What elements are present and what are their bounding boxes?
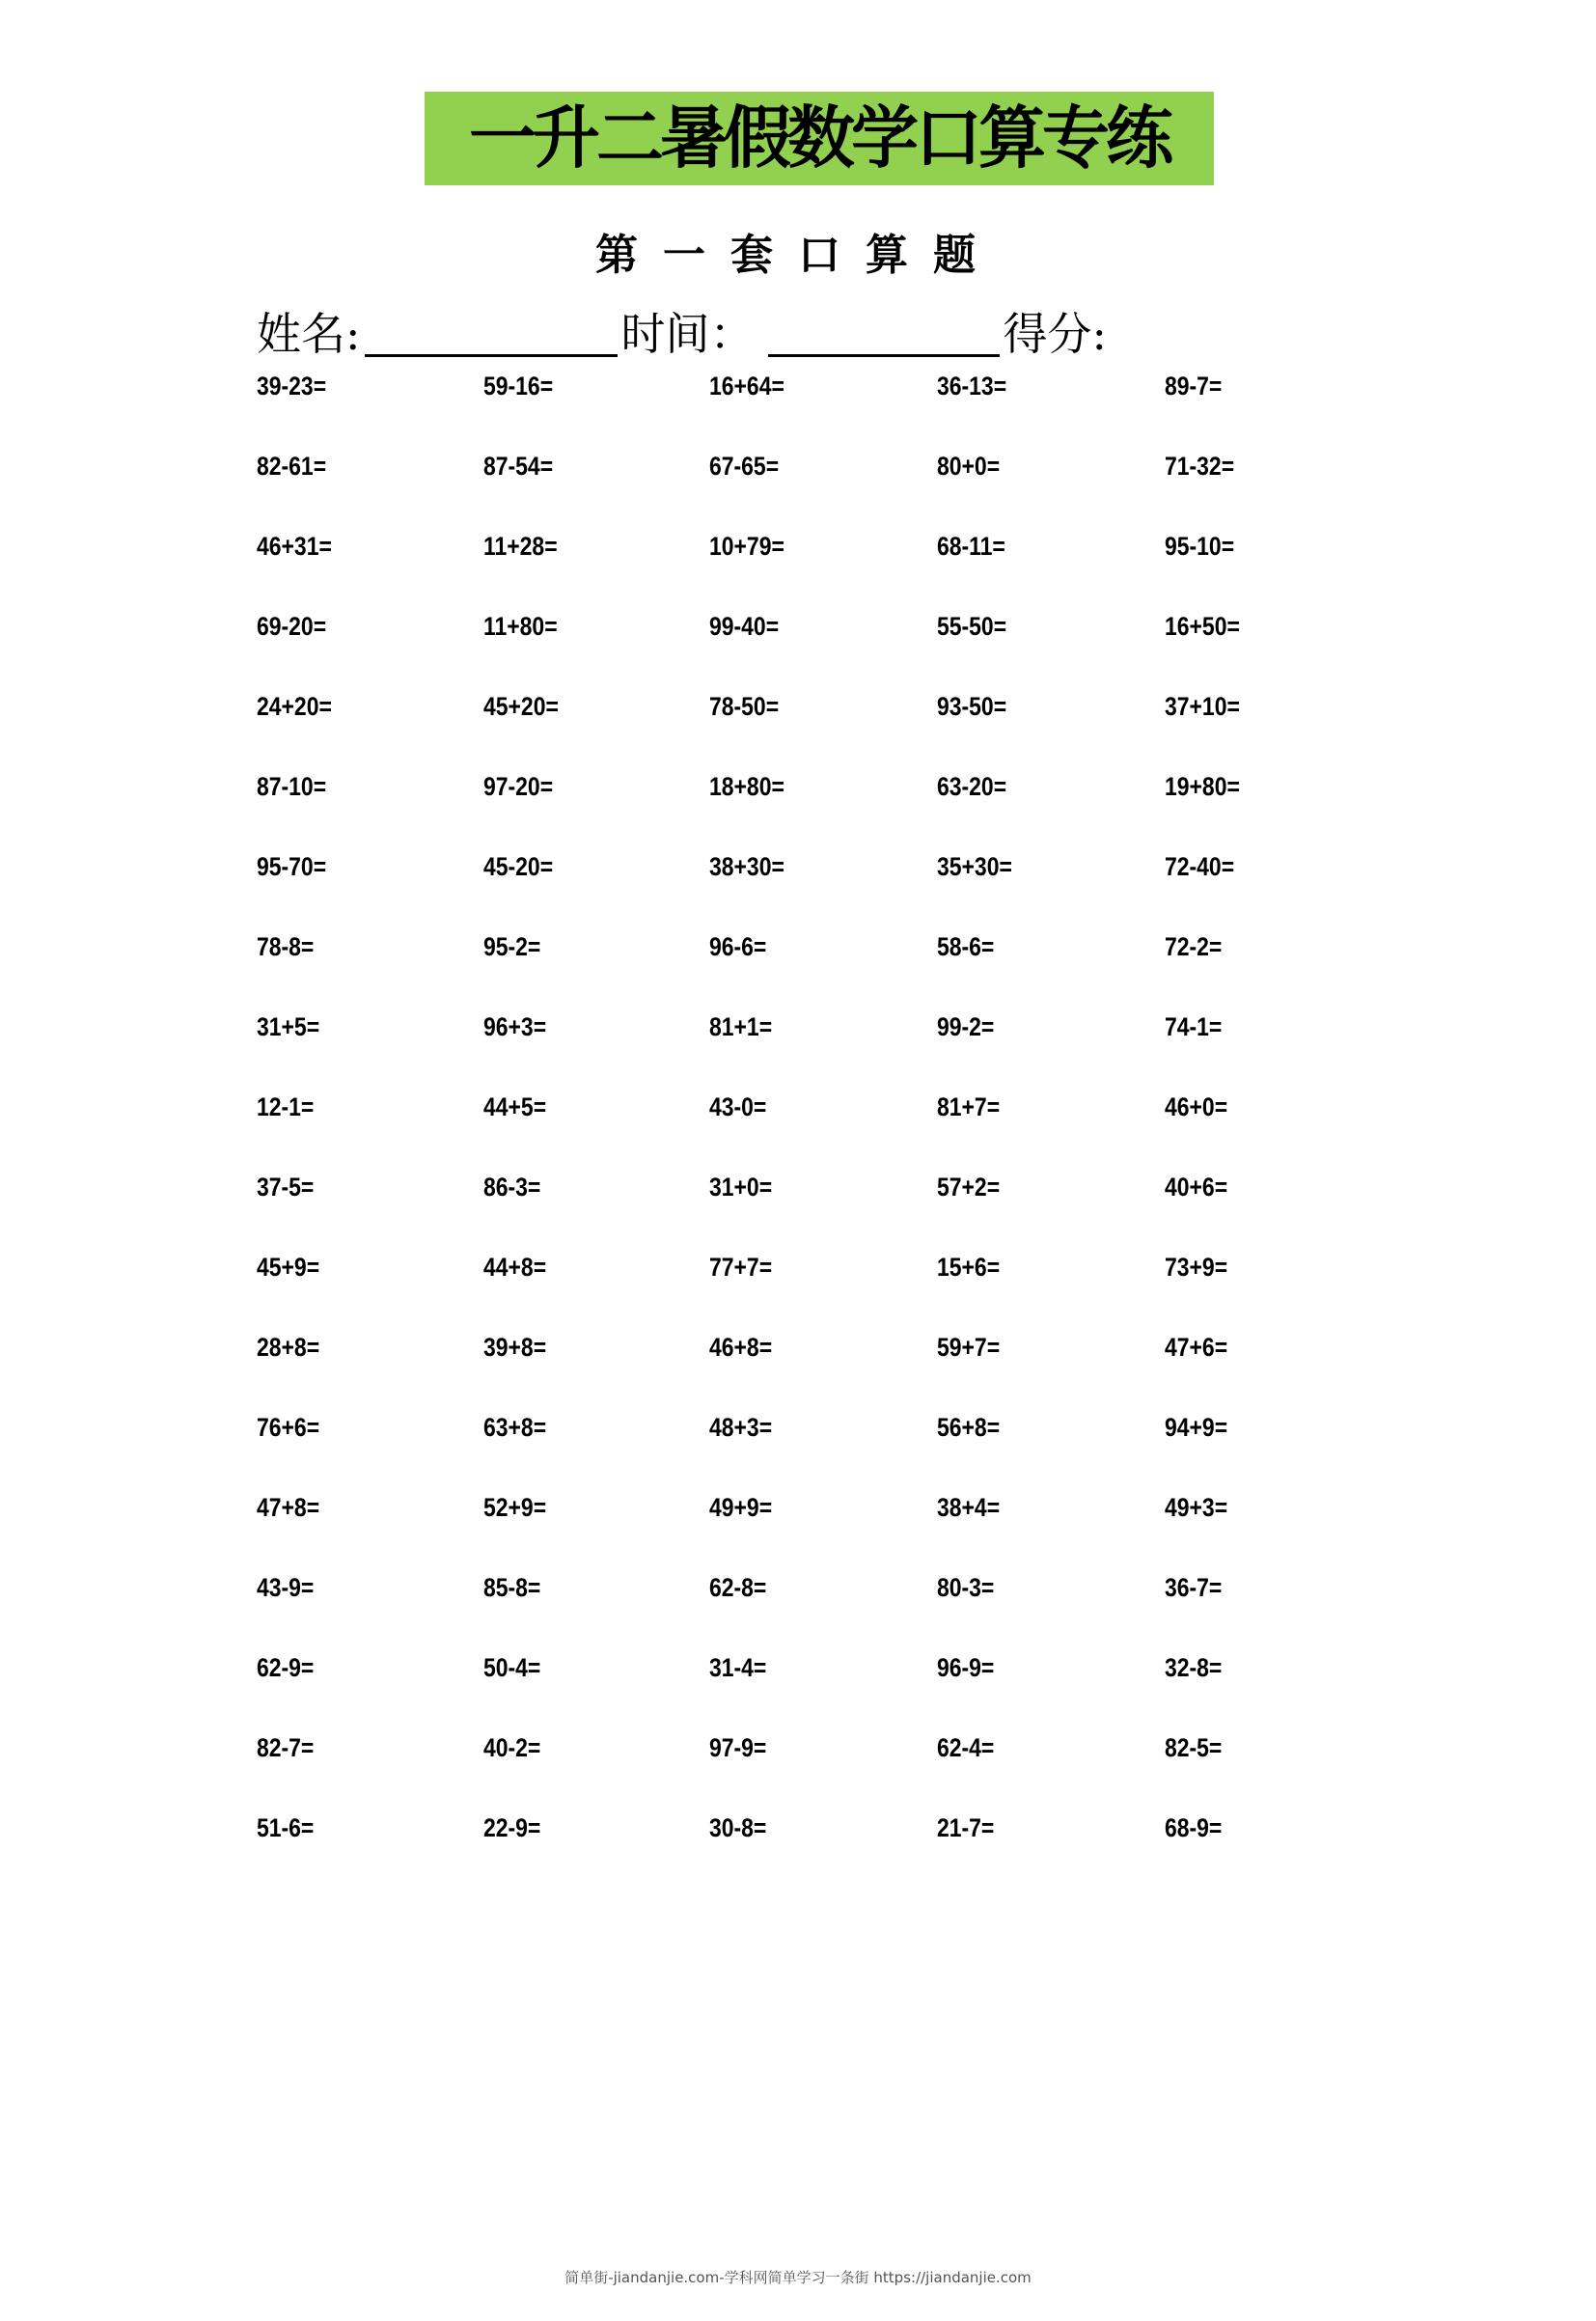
math-problem: 37-5= — [257, 1173, 315, 1202]
math-problem: 44+5= — [483, 1092, 547, 1121]
problem-row — [257, 532, 1318, 612]
math-problem: 39+8= — [483, 1333, 547, 1362]
math-problem: 37+10= — [1165, 692, 1240, 721]
math-problem: 18+80= — [709, 772, 784, 801]
problem-row — [257, 1253, 1318, 1333]
math-problem: 89-7= — [1165, 372, 1223, 401]
math-problem: 30-8= — [709, 1813, 767, 1842]
problem-row — [257, 1573, 1318, 1653]
math-problem: 11+28= — [483, 532, 558, 561]
time-blank[interactable] — [768, 306, 1000, 357]
math-problem: 36-13= — [937, 372, 1007, 401]
math-problem: 71-32= — [1165, 452, 1235, 481]
math-problem: 48+3= — [709, 1413, 773, 1442]
math-problem: 62-8= — [709, 1573, 767, 1602]
math-problem: 19+80= — [1165, 772, 1240, 801]
math-problem: 63+8= — [483, 1413, 547, 1442]
math-problem: 82-5= — [1165, 1733, 1223, 1762]
math-problem: 16+64= — [709, 372, 784, 401]
math-problem: 52+9= — [483, 1493, 547, 1522]
math-problem: 31+5= — [257, 1012, 320, 1041]
math-problem: 72-2= — [1165, 932, 1223, 961]
math-problem: 10+79= — [709, 532, 784, 561]
math-problem: 76+6= — [257, 1413, 320, 1442]
problem-row — [257, 372, 1318, 452]
math-problem: 68-9= — [1165, 1813, 1223, 1842]
math-problem: 78-50= — [709, 692, 780, 721]
math-problem: 56+8= — [937, 1413, 1001, 1442]
problem-row — [257, 1092, 1318, 1173]
problem-row — [257, 692, 1318, 772]
math-problem: 45+20= — [483, 692, 559, 721]
math-problem: 16+50= — [1165, 612, 1240, 641]
math-problem: 22-9= — [483, 1813, 541, 1842]
math-problem: 97-20= — [483, 772, 554, 801]
math-problem: 82-61= — [257, 452, 327, 481]
math-problem: 87-54= — [483, 452, 554, 481]
math-problem: 46+31= — [257, 532, 332, 561]
problem-row — [257, 1493, 1318, 1573]
math-problem: 59-16= — [483, 372, 554, 401]
math-problem: 72-40= — [1165, 852, 1235, 881]
math-problem: 68-11= — [937, 532, 1005, 561]
math-problem: 58-6= — [937, 932, 995, 961]
math-problem: 38+30= — [709, 852, 784, 881]
math-problem: 67-65= — [709, 452, 780, 481]
math-problem: 87-10= — [257, 772, 327, 801]
math-problem: 12-1= — [257, 1092, 315, 1121]
math-problem: 40-2= — [483, 1733, 541, 1762]
problem-row — [257, 1733, 1318, 1813]
problem-row — [257, 1813, 1318, 1893]
math-problem: 80+0= — [937, 452, 1001, 481]
score-label: 得分: — [1003, 308, 1107, 360]
math-problem: 78-8= — [257, 932, 315, 961]
math-problem: 96-6= — [709, 932, 767, 961]
math-problem: 94+9= — [1165, 1413, 1228, 1442]
math-problem: 59+7= — [937, 1333, 1001, 1362]
math-problem: 31-4= — [709, 1653, 767, 1682]
math-problem: 77+7= — [709, 1253, 773, 1282]
math-problem: 73+9= — [1165, 1253, 1228, 1282]
math-problem: 28+8= — [257, 1333, 320, 1362]
math-problem: 74-1= — [1165, 1012, 1223, 1041]
math-problem: 96+3= — [483, 1012, 547, 1041]
math-problem: 86-3= — [483, 1173, 541, 1202]
problem-row — [257, 612, 1318, 692]
math-problem: 24+20= — [257, 692, 332, 721]
worksheet-subtitle: 第一套口算题 — [595, 231, 1001, 280]
math-problem: 95-70= — [257, 852, 327, 881]
math-problem: 93-50= — [937, 692, 1007, 721]
math-problem: 11+80= — [483, 612, 558, 641]
math-problem: 99-2= — [937, 1012, 995, 1041]
math-problem: 63-20= — [937, 772, 1007, 801]
math-problem: 32-8= — [1165, 1653, 1223, 1682]
math-problem: 38+4= — [937, 1493, 1001, 1522]
student-info-line — [257, 299, 1107, 363]
problem-row — [257, 772, 1318, 852]
name-blank[interactable] — [365, 306, 618, 357]
math-problem: 44+8= — [483, 1253, 547, 1282]
math-problem: 99-40= — [709, 612, 780, 641]
worksheet-title: 一升二暑假数学口算专练 — [425, 92, 1214, 185]
problem-row — [257, 852, 1318, 932]
math-problem: 62-9= — [257, 1653, 315, 1682]
problem-row — [257, 932, 1318, 1012]
math-problem: 97-9= — [709, 1733, 767, 1762]
math-problem: 69-20= — [257, 612, 327, 641]
math-problem: 39-23= — [257, 372, 327, 401]
math-problem: 49+9= — [709, 1493, 773, 1522]
problem-row — [257, 1333, 1318, 1413]
math-problem: 36-7= — [1165, 1573, 1223, 1602]
problem-row — [257, 452, 1318, 532]
math-problem: 95-2= — [483, 932, 541, 961]
math-problem: 35+30= — [937, 852, 1012, 881]
problem-row — [257, 1173, 1318, 1253]
math-problem: 50-4= — [483, 1653, 541, 1682]
math-problem: 47+6= — [1165, 1333, 1228, 1362]
math-problem: 15+6= — [937, 1253, 1001, 1282]
math-problem: 45+9= — [257, 1253, 320, 1282]
name-label: 姓名: — [257, 308, 361, 360]
math-problem: 85-8= — [483, 1573, 541, 1602]
math-problem: 46+0= — [1165, 1092, 1228, 1121]
problem-row — [257, 1413, 1318, 1493]
math-problem: 95-10= — [1165, 532, 1235, 561]
math-problem: 31+0= — [709, 1173, 773, 1202]
math-problem: 57+2= — [937, 1173, 1001, 1202]
math-problem: 21-7= — [937, 1813, 995, 1842]
math-problem: 46+8= — [709, 1333, 773, 1362]
time-label: 时间： — [620, 308, 755, 360]
problem-row — [257, 1653, 1318, 1733]
footer-watermark: 简单街-jiandanjie.com-学科网简单学习一条街 https://jiandanjie.com — [564, 2269, 1032, 2286]
math-problem: 82-7= — [257, 1733, 315, 1762]
math-problem: 49+3= — [1165, 1493, 1228, 1522]
problem-row — [257, 1012, 1318, 1092]
math-problem: 96-9= — [937, 1653, 995, 1682]
problem-grid — [257, 372, 1318, 1893]
math-problem: 80-3= — [937, 1573, 995, 1602]
math-problem: 40+6= — [1165, 1173, 1228, 1202]
math-problem: 45-20= — [483, 852, 554, 881]
math-problem: 55-50= — [937, 612, 1007, 641]
math-problem: 81+7= — [937, 1092, 1001, 1121]
math-problem: 43-0= — [709, 1092, 767, 1121]
math-problem: 43-9= — [257, 1573, 315, 1602]
math-problem: 81+1= — [709, 1012, 773, 1041]
math-problem: 62-4= — [937, 1733, 995, 1762]
math-problem: 47+8= — [257, 1493, 320, 1522]
math-problem: 51-6= — [257, 1813, 315, 1842]
